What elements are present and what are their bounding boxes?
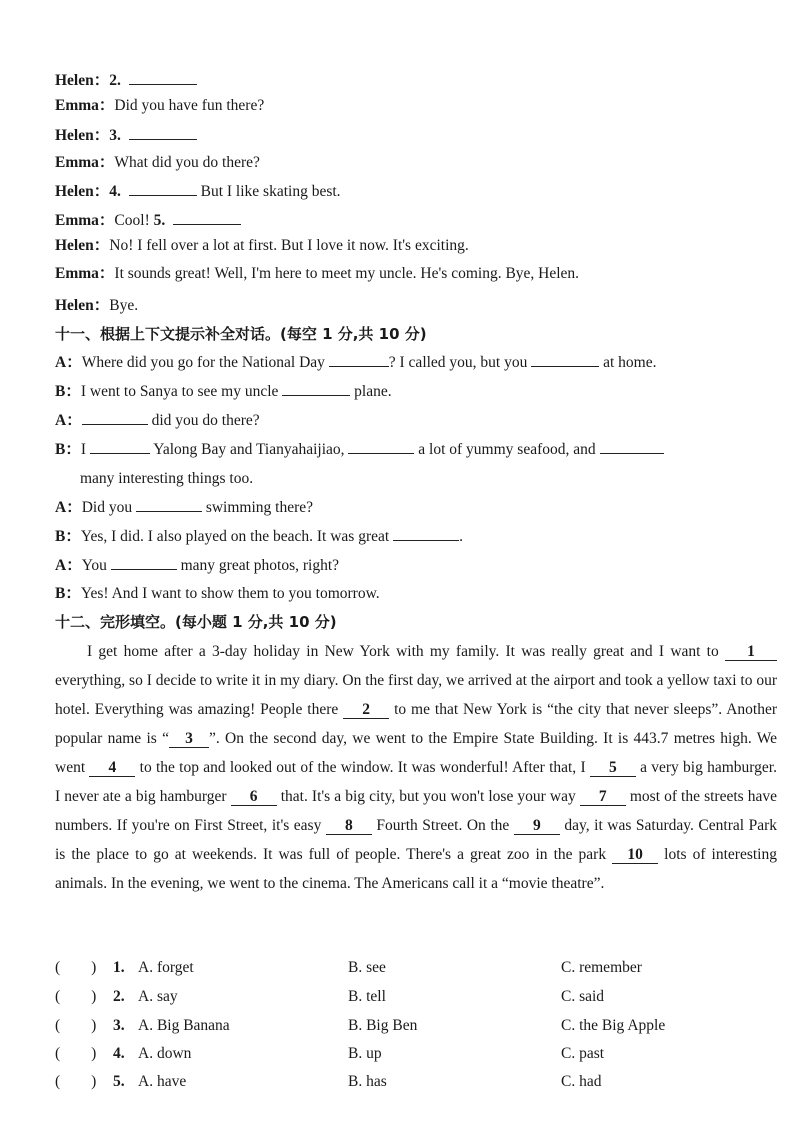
dialogue-text: What did you do there? <box>114 154 260 171</box>
option-c[interactable]: C. had <box>561 1073 602 1090</box>
option-a[interactable]: A. forget <box>138 959 194 976</box>
option-a[interactable]: A. down <box>138 1045 192 1062</box>
cloze-blank[interactable]: 4 <box>89 760 135 777</box>
speaker: Emma： <box>55 154 115 171</box>
option-number: 2. <box>113 988 125 1005</box>
answer-blank[interactable] <box>82 410 148 425</box>
cloze-blank[interactable]: 6 <box>231 789 277 806</box>
dialogue-text: Yes, I did. I also played on the beach. It was great <box>80 528 394 545</box>
dialogue-text: You <box>81 557 111 574</box>
option-paren[interactable]: ( ) <box>55 959 97 976</box>
answer-blank[interactable] <box>282 381 350 396</box>
dialogue-line <box>55 296 776 316</box>
cloze-passage <box>55 637 777 898</box>
passage-text: day, it was Saturday. Central Park is the place to go at weekends. It was full of people. There's a great zoo in the park <box>55 817 778 863</box>
answer-blank[interactable] <box>129 181 197 196</box>
dialogue-line <box>55 210 776 231</box>
speaker: A： <box>55 412 82 429</box>
dialogue-line <box>55 497 776 518</box>
speaker: Emma： <box>55 97 115 114</box>
answer-blank[interactable] <box>111 555 177 570</box>
dialogue-line <box>55 181 776 202</box>
dialogue-text: I went to Sanya to see my uncle <box>80 383 283 400</box>
cloze-blank[interactable]: 1 <box>725 644 777 661</box>
answer-blank[interactable] <box>600 439 664 454</box>
answer-blank[interactable] <box>129 125 197 140</box>
dialogue-line <box>55 381 776 402</box>
speaker: B： <box>55 383 81 400</box>
passage-text: to the top and looked out of the window. It was wonderful! After that, I <box>135 759 590 776</box>
speaker: Helen： <box>55 183 110 200</box>
cloze-blank[interactable]: 7 <box>580 789 626 806</box>
option-a[interactable]: A. have <box>138 1073 187 1090</box>
dialogue-line <box>55 526 776 547</box>
answer-blank[interactable] <box>393 526 459 541</box>
dialogue-line <box>55 264 776 284</box>
answer-blank[interactable] <box>531 352 599 367</box>
dialogue-line <box>55 555 776 576</box>
dialogue-text: many great photos, right? <box>176 557 340 574</box>
question-number: 4. <box>109 183 121 200</box>
passage-text: most of the streets have numbers. If you're on First Street, it's easy <box>55 788 777 834</box>
option-c[interactable]: C. past <box>561 1045 605 1062</box>
option-b[interactable]: B. Big Ben <box>348 1017 418 1034</box>
cloze-blank[interactable]: 2 <box>343 702 389 719</box>
option-c[interactable]: C. the Big Apple <box>561 1017 666 1034</box>
dialogue-text: No! I fell over a lot at first. But I love it now. It's exciting. <box>109 237 469 254</box>
dialogue-text: It sounds great! Well, I'm here to meet my uncle. He's coming. Bye, Helen. <box>114 265 580 282</box>
speaker: Emma： <box>55 212 115 229</box>
dialogue-text: Where did you go for the National Day <box>81 354 329 371</box>
passage-text: everything, so I decide to write it in my diary. On the first day, we arrived at the airport and took a yellow taxi to our hotel. Everything was amazing! People there <box>55 672 777 718</box>
speaker: B： <box>55 441 81 458</box>
answer-blank[interactable] <box>348 439 414 454</box>
dialogue-text: Yalong Bay and Tianyahaijiao, <box>149 441 349 458</box>
cloze-blank[interactable]: 5 <box>590 760 636 777</box>
speaker: A： <box>55 557 82 574</box>
answer-blank[interactable] <box>129 70 197 85</box>
passage-text: that. It's a big city, but you won't lose your way <box>276 788 580 805</box>
answer-blank[interactable] <box>136 497 202 512</box>
dialogue-text: . <box>459 528 463 545</box>
cloze-blank[interactable]: 9 <box>514 818 560 835</box>
answer-blank[interactable] <box>173 210 241 225</box>
option-paren[interactable]: ( ) <box>55 988 97 1005</box>
dialogue-line <box>55 125 776 146</box>
question-number: 5. <box>153 212 166 229</box>
option-number: 3. <box>113 1017 125 1034</box>
speaker: A： <box>55 354 82 371</box>
dialogue-text: swimming there? <box>201 499 314 516</box>
option-b[interactable]: B. see <box>348 959 386 976</box>
dialogue-line <box>55 584 776 604</box>
speaker: Helen： <box>55 127 110 144</box>
cloze-blank[interactable]: 10 <box>612 847 658 864</box>
section-12-heading: 十二、完形填空。(每小题 1 分,共 10 分) <box>55 613 337 631</box>
speaker: B： <box>55 585 81 602</box>
dialogue-line <box>55 236 776 256</box>
dialogue-text: Bye. <box>109 297 139 314</box>
speaker: Helen： <box>55 297 110 314</box>
passage-text: a very big hamburger. I never ate a big hamburger <box>55 759 777 805</box>
speaker: B： <box>55 528 81 545</box>
dialogue-text: Yes! And I want to show them to you tomorrow. <box>80 585 380 602</box>
speaker: Helen： <box>55 72 110 89</box>
option-number: 4. <box>113 1045 125 1062</box>
dialogue-line <box>55 70 776 91</box>
dialogue-text: But I like skating best. <box>196 183 341 200</box>
option-a[interactable]: A. Big Banana <box>138 1017 230 1034</box>
option-a[interactable]: A. say <box>138 988 178 1005</box>
cloze-blank[interactable]: 8 <box>326 818 372 835</box>
passage-text: I get home after a 3-day holiday in New York with my family. It was really great and I want to <box>87 643 725 660</box>
option-paren[interactable]: ( ) <box>55 1073 97 1090</box>
question-number: 3. <box>109 127 121 144</box>
option-number: 5. <box>113 1073 125 1090</box>
dialogue-text: a lot of yummy seafood, and <box>414 441 600 458</box>
cloze-blank[interactable]: 3 <box>169 731 209 748</box>
dialogue-text: I <box>80 441 90 458</box>
option-c[interactable]: C. remember <box>561 959 642 976</box>
passage-text: to me that New York is “the city that never sleeps”. Another popular name is “ <box>55 701 777 747</box>
answer-blank[interactable] <box>90 439 150 454</box>
dialogue-line <box>55 96 776 116</box>
speaker: Emma： <box>55 265 115 282</box>
option-c[interactable]: C. said <box>561 988 605 1005</box>
dialogue-line: many interesting things too. <box>80 470 254 487</box>
dialogue-line <box>55 153 776 173</box>
passage-text: ”. On the second day, we went to the Empire State Building. It is 443.7 metres high. We went <box>55 730 777 776</box>
dialogue-text: plane. <box>350 383 392 400</box>
passage-text: lots of interesting animals. In the evening, we went to the cinema. The Americans call it a “movie theatre”. <box>55 846 777 892</box>
dialogue-text: Did you have fun there? <box>114 97 265 114</box>
option-paren[interactable]: ( ) <box>55 1045 97 1062</box>
option-b[interactable]: B. tell <box>348 988 386 1005</box>
option-paren[interactable]: ( ) <box>55 1017 97 1034</box>
dialogue-text: did you do there? <box>147 412 260 429</box>
option-b[interactable]: B. up <box>348 1045 382 1062</box>
dialogue-line <box>55 410 776 431</box>
speaker: Helen： <box>55 237 110 254</box>
question-number: 2. <box>109 72 121 89</box>
dialogue-text: at home. <box>599 354 657 371</box>
dialogue-line <box>55 352 776 373</box>
section-11-heading: 十一、根据上下文提示补全对话。(每空 1 分,共 10 分) <box>55 325 427 343</box>
dialogue-text: Did you <box>81 499 136 516</box>
dialogue-line <box>55 439 776 460</box>
option-b[interactable]: B. has <box>348 1073 387 1090</box>
passage-text: Fourth Street. On the <box>371 817 514 834</box>
speaker: A： <box>55 499 82 516</box>
option-number: 1. <box>113 959 125 976</box>
dialogue-text: Cool! <box>114 212 154 229</box>
dialogue-text: ? I called you, but you <box>388 354 532 371</box>
answer-blank[interactable] <box>329 352 389 367</box>
